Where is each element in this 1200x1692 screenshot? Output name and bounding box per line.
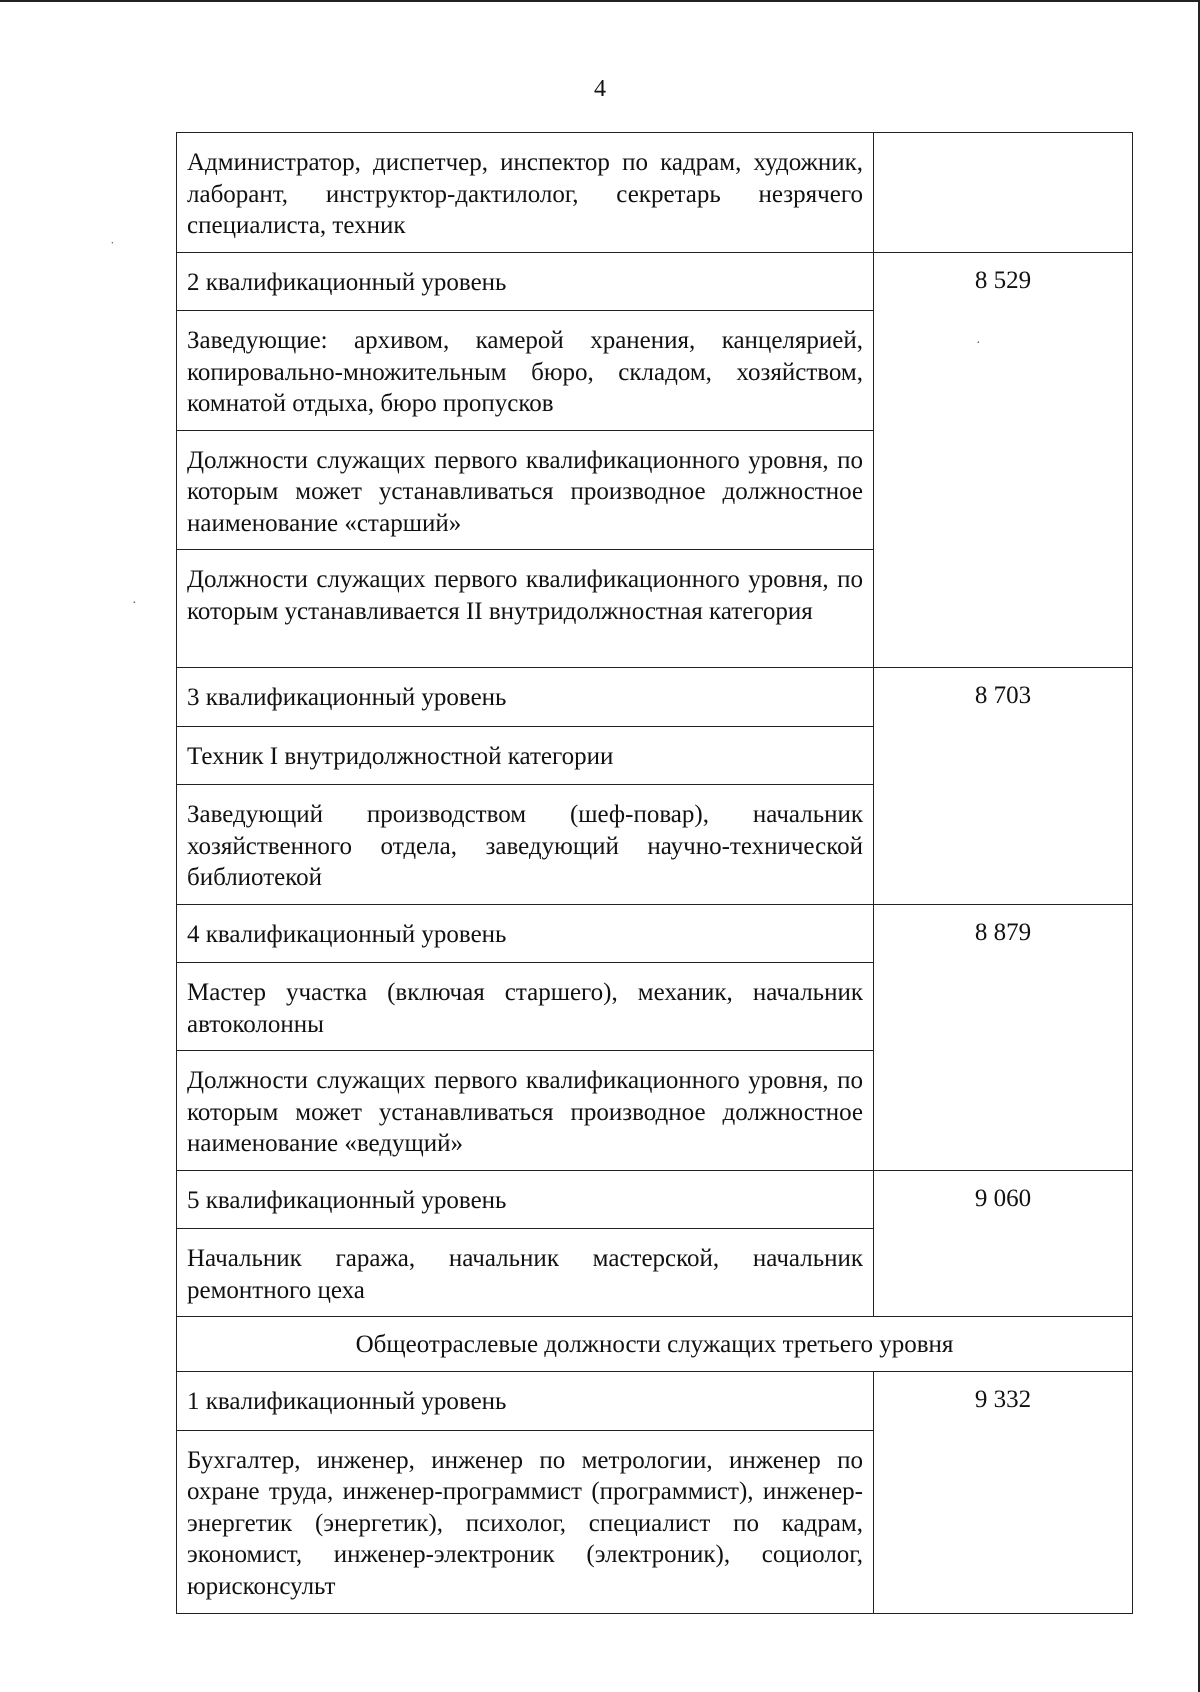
table-row	[177, 904, 1133, 963]
scan-speck: ·	[132, 596, 137, 611]
position-list: Техник I внутридолжностной категории	[187, 742, 614, 770]
level-cell	[177, 668, 874, 727]
position-list-cell	[177, 726, 874, 785]
section-title-cell	[177, 1317, 1133, 1372]
scan-speck: ˙	[110, 240, 115, 255]
position-list: Администратор, диспетчер, инспектор по кадрам, художник, лаборант, инструктор-дактилолог, секретарь незрячего специалиста, техник	[187, 149, 863, 239]
position-list-cell	[177, 550, 874, 668]
position-list: Бухгалтер, инженер, инженер по метрологии, инженер по охране труда, инженер-программист (программист), инженер-энергетик (энергетик), психолог, специалист по кадрам, экономист, инженер-электроник (электроник), социолог, юрисконсульт	[187, 1446, 863, 1600]
value-cell	[874, 1372, 1133, 1614]
table-row	[177, 133, 1133, 253]
table-row	[177, 668, 1133, 727]
value-cell	[874, 1170, 1133, 1317]
salary-value: 9 332	[974, 1386, 1032, 1413]
level-cell	[177, 904, 874, 963]
qualification-level: 2 квалификационный уровень	[187, 268, 507, 296]
table-row	[177, 1317, 1133, 1372]
position-list-cell	[177, 1430, 874, 1613]
salary-value: 8 529	[974, 266, 1032, 294]
position-list-cell	[177, 963, 874, 1051]
position-list-cell	[177, 1051, 874, 1171]
position-list-cell	[177, 785, 874, 905]
value-cell	[874, 668, 1133, 905]
page-number: 4	[594, 76, 606, 102]
position-list: Начальник гаража, начальник мастерской, начальник ремонтного цеха	[187, 1245, 863, 1304]
position-list: Заведующие: архивом, камерой хранения, канцелярией, копировально-множительным бюро, складом, хозяйством, комнатой отдыха, бюро пропусков	[187, 327, 863, 417]
salary-value: 9 060	[974, 1184, 1032, 1212]
level-cell	[177, 252, 874, 311]
position-list: Мастер участка (включая старшего), механик, начальник автоколонны	[187, 979, 863, 1038]
qualification-level: 1 квалификационный уровень	[187, 1388, 507, 1415]
position-list: Должности служащих первого квалификационного уровня, по которым может устанавливаться производное должностное наименование «старший»	[187, 446, 863, 537]
position-list-cell	[177, 133, 874, 253]
salary-table	[176, 132, 1133, 1614]
table-row	[177, 1372, 1133, 1431]
table-row	[177, 252, 1133, 311]
qualification-level: 5 квалификационный уровень	[187, 1186, 507, 1214]
section-title: Общеотраслевые должности служащих третьего уровня	[355, 1331, 954, 1358]
position-list: Должности служащих первого квалификационного уровня, по которым может устанавливаться производное должностное наименование «ведущий»	[187, 1067, 863, 1157]
value-cell	[874, 904, 1133, 1170]
table-row	[177, 1170, 1133, 1229]
position-list: Должности служащих первого квалификационного уровня, по которым устанавливается II внутридолжностная категория	[187, 566, 863, 625]
value-cell	[874, 133, 1133, 253]
salary-value: 8 703	[974, 682, 1032, 709]
value-cell	[874, 252, 1133, 668]
salary-value: 8 879	[974, 918, 1032, 946]
position-list-cell	[177, 430, 874, 550]
position-list-cell	[177, 311, 874, 431]
qualification-level: 3 квалификационный уровень	[187, 684, 507, 711]
level-cell	[177, 1372, 874, 1431]
scan-speck: ·	[976, 336, 981, 351]
qualification-level: 4 квалификационный уровень	[187, 920, 507, 948]
position-list-cell	[177, 1229, 874, 1317]
level-cell	[177, 1170, 874, 1229]
scan-border-top	[0, 0, 1200, 2]
position-list: Заведующий производством (шеф-повар), начальник хозяйственного отдела, заведующий научно-технической библиотекой	[187, 801, 863, 891]
